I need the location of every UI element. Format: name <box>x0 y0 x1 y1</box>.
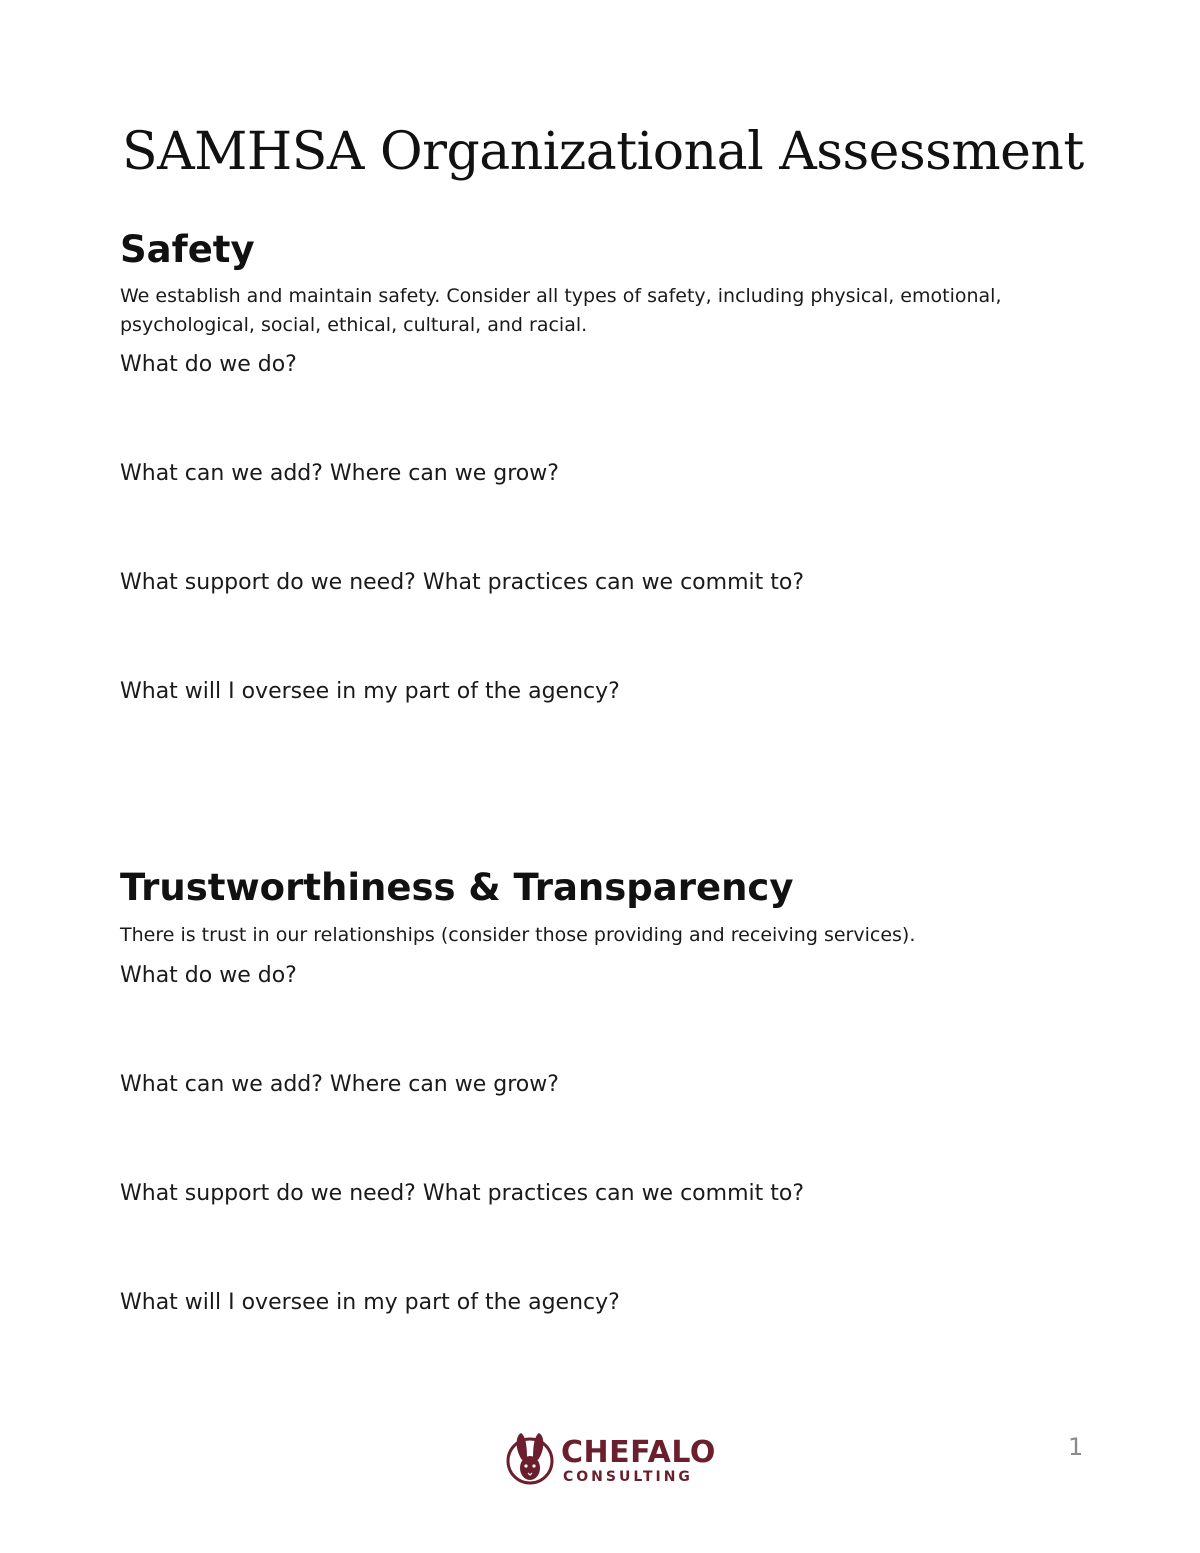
logo-wordmark: CHEFALO <box>561 1434 716 1470</box>
chefalo-consulting-logo <box>505 1430 716 1491</box>
prompt-what-will-i-oversee: What will I oversee in my part of the agency? <box>120 679 620 704</box>
prompt-what-can-we-add: What can we add? Where can we grow? <box>120 1072 559 1097</box>
section-description-safety: We establish and maintain safety. Consider all types of safety, including physical, emotional, psychological, social, ethical, cultural, and racial. <box>120 285 1002 336</box>
prompt-what-can-we-add: What can we add? Where can we grow? <box>120 461 559 486</box>
document-title: SAMHSA Organizational Assessment <box>122 122 1084 182</box>
prompt-what-support: What support do we need? What practices can we commit to? <box>120 1181 804 1206</box>
section-heading-trustworthiness: Trustworthiness & Transparency <box>120 866 794 909</box>
prompt-what-do-we-do: What do we do? <box>120 963 297 988</box>
rabbit-icon <box>505 1430 555 1491</box>
section-description-trustworthiness: There is trust in our relationships (consider those providing and receiving services). <box>120 924 916 946</box>
page-number: 1 <box>1068 1433 1084 1461</box>
logo-tagline: CONSULTING <box>563 1468 693 1485</box>
prompt-what-support: What support do we need? What practices can we commit to? <box>120 570 804 595</box>
prompt-what-do-we-do: What do we do? <box>120 352 297 377</box>
prompt-what-will-i-oversee: What will I oversee in my part of the agency? <box>120 1290 620 1315</box>
section-heading-safety: Safety <box>120 228 255 271</box>
